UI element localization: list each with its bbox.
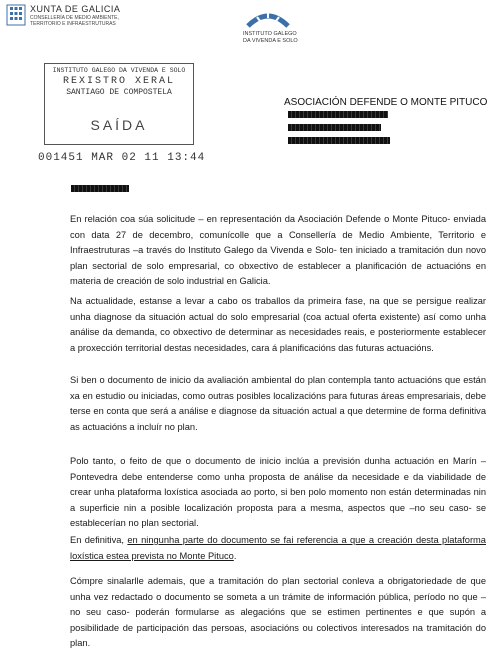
redacted-address-line-3: [288, 137, 390, 144]
stamp-city: SANTIAGO DE COMPOSTELA: [66, 88, 172, 97]
redacted-address-line-2: [288, 124, 381, 131]
stamp-institution: INSTITUTO GALEGO DA VIVENDA E SOLO: [52, 67, 186, 74]
body-paragraph-2: Na actualidade, estanse a levar a cabo os traballos da primeira fase, na que se persigue realizar unha diagnose da situación actual do solo empresarial (coa actual oferta existente) así como unha análise da demanda, co obxectivo de determinar as necesidades reais, e posteriormente establecer a proxección territorial destas necesidades, cara á planificacións das futuras actuacións.: [70, 296, 486, 353]
body-paragraph-3: Si ben o documento de inicio da avaliación ambiental do plan contempla tanto actuacións que están xa en estudio ou iniciadas, como outras posibles localizacións para futuras áreas empresariais, debe terse en conta que será a análise e diagnose da situación actual a que determine de forma definitiva as actuacións a incluír no plan.: [70, 375, 486, 432]
stamp-number: 001451 MAR 02 11 13:44: [38, 152, 206, 164]
body-paragraph-4: Polo tanto, o feito de que o documento de inicio inclúa a previsión dunha actuación en Marín – Pontevedra debe entenderse como unha proposta de análise da necesidade e da viabilidade de crear unha plataforma loxística asociada ao porto, si ben polo momento non están determinadas nin a superficie nin a posible localización proposta para a mesma, aspectos que –no seu caso- se establecerían no plan sectorial.: [70, 456, 486, 529]
redacted-salutation: [71, 185, 129, 192]
igvs-name: INSTITUTO GALEGO DA VIVENDA E SOLO: [243, 31, 298, 44]
xunta-coat-of-arms-icon: [6, 4, 26, 26]
body-paragraph-5: En definitiva, en ningunha parte do documento se fai referencia a que a creación desta plataforma loxística estea prevista no Monte Pituco.: [70, 535, 486, 561]
body-paragraph-1: En relación coa súa solicitude – en representación da Asociación Defende o Monte Pituco- enviada con data 27 de decembro, comunícolle que a Consellería de Medio Ambiente, Territorio e Infraestruturas –a través do Instituto Galego da Vivenda e Solo- ten iniciado a tramitación dun novo plan sectorial de solo empresarial, co obxectivo de establecer a planificación de actuacións en materia de creación de solo industrial en Galicia.: [70, 214, 486, 287]
stamp-registry: REXISTRO XERAL: [62, 76, 175, 87]
xunta-name: XUNTA DE GALICIA: [30, 4, 121, 14]
redacted-address-line-1: [288, 111, 388, 118]
body-paragraph-6: Cómpre sinalarlle ademais, que a tramitación do plan sectorial conleva a obrigatoriedade de que unha vez redactado o documento se someta a un trámite de información pública, período no que –no seu caso- poderán formularse as alegacións que se estimen pertinentes e que supón a posibilidade de participación das persoas, asociacións ou colectivos interesados na tramitación do plan.: [70, 576, 486, 649]
xunta-department: CONSELLERÍA DE MEDIO AMBIENTE, TERRITORIO E INFRAESTRUTURAS: [30, 15, 119, 27]
stamp-label: SAÍDA: [90, 117, 148, 133]
igvs-logo-icon: [243, 8, 293, 30]
registry-stamp: [44, 63, 194, 145]
underlined-statement: en ningunha parte do documento se fai referencia a que a creación desta plataforma loxística estea prevista no Monte Pituco: [70, 535, 486, 561]
recipient-name: ASOCIACIÓN DEFENDE O MONTE PITUCO: [284, 97, 488, 108]
